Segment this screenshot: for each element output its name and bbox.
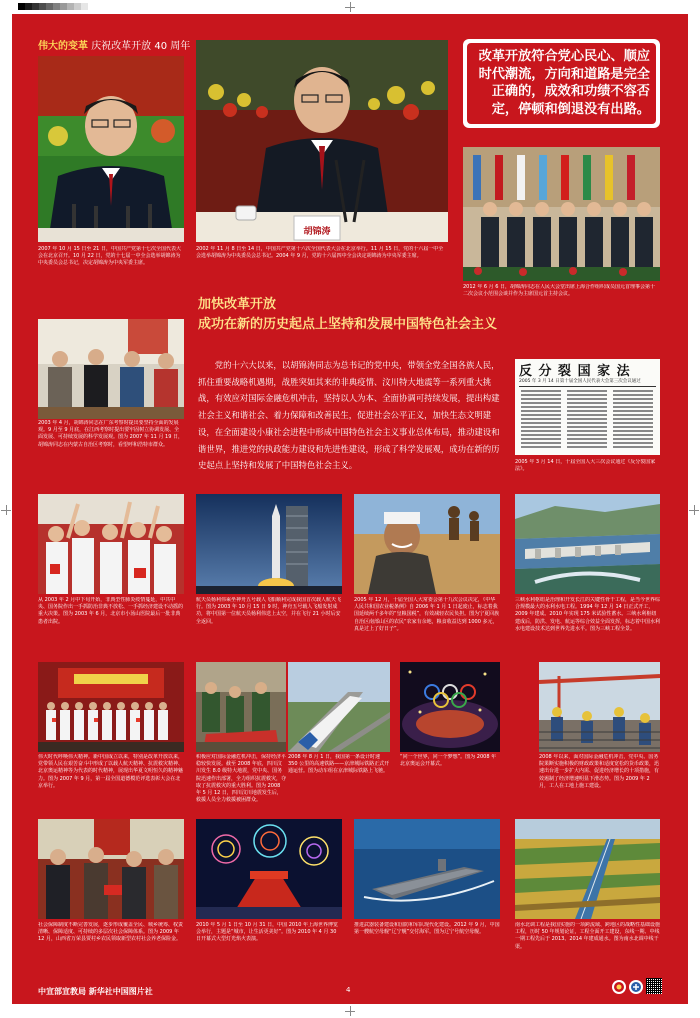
quote-text: 改革开放符合党心民心、顺应时代潮流，方向和道路是完全正确的，成效和功绩不容否定，停顿和倒退没有出路。 (467, 43, 656, 124)
caption-2: 2002 年 11 月 8 日至 14 日，中国共产党第十六次全国代表大会在北京举行。11 月 15 日，党的十六届一中全会选举胡锦涛为中央委员会总书记。2004 年 9 月，党的十六届四中全会决定胡锦涛为中央军委主席。 (196, 246, 444, 260)
caption-3: 2012 年 6 月 6 日，胡锦涛同志在人民大会堂出席上海合作组织成员国元首理事会第十二次会议小范围会谈并作为主席国元首主持会议。 (463, 284, 656, 298)
page-number: 4 (346, 986, 351, 994)
document-title: 反 分 裂 国 家 法 (519, 364, 631, 379)
caption-14: 2008 年以来，面对国际金融危机冲击，党中央、国务院果断实施积极的财政政策和适度宽松的货币政策，迅速出台进一步扩大内需、促进经济增长的十项措施，有效遏制了经济增速明显下滑态势。图为 2009 年 2 月，工人在工地上施工建设。 (539, 754, 660, 789)
emblem-icon (612, 980, 626, 994)
photo-sco-summit (463, 147, 660, 281)
caption-17: 推进武器装备建设和国防和军队现代化建设。2012 年 9 月，中国第一艘航空母舰“辽宁舰”交付海军。图为辽宁号航空母舰。 (354, 922, 500, 936)
poster-page (12, 14, 688, 1004)
registration-mark-left (1, 505, 11, 515)
color-calibration-bar (18, 3, 88, 10)
body-paragraph: 党的十六大以来，以胡锦涛同志为总书记的党中央，带领全党全国各族人民，抓住重要战略机遇期，战胜突如其来的非典疫情、汶川特大地震等一系列重大挑战，有效应对国际金融危机冲击，坚持以人为本、全面协调可持续发展，提出构建社会主义和谐社会、着力保障和改善民生，促进社会公平正义，加快生态文明建设，在全面建设小康社会进程中形成中国特色社会主义事业总体布局，推动建设和谐世界，推进党的执政能力建设和先进性建设，形成了科学发展观，成功在新的历史起点上坚持和发展了中国特色社会主义。 (198, 360, 500, 471)
caption-1: 2007 年 10 月 15 日至 21 日，中国共产党第十七次全国代表大会在北京召开。10 月 22 日，党的十七届一中全会选举胡锦涛为中央委员会总书记，决定胡锦涛为中央军委主席。 (38, 246, 181, 267)
photo-sars-recovery (38, 494, 184, 594)
photo-three-gorges-dam (515, 494, 660, 594)
caption-8: 2005 年 12 月，十届全国人大常委会第十九次会议决定，《中华人民共和国农业税条例》自 2006 年 1 月 1 日起废止，标志着我国延续两千多年的“皇粮国税”，有效减轻农民负担。图为宁夏回族自治区南部山区的农民“农家有余地，粮食收益达到 1000 多元，真是过上了好日子”。 (354, 597, 500, 632)
photo-shanghai-expo-fireworks (196, 819, 342, 919)
photo-construction-workers (539, 662, 660, 752)
series-header (38, 37, 190, 52)
caption-15: 社会保障制度不断完善发展，逐步形成覆盖全民、城乡统筹、权责清晰、保障适度、可持续的多层次社会保障体系。图为 2009 年 12 月，山西省万荣县贾村乡农民领取新型农村社会养老保险金。 (38, 922, 184, 943)
registration-mark-right (689, 505, 699, 515)
section-headline (198, 295, 497, 335)
headline-line-2: 成功在新的历史起点上坚持和发展中国特色社会主义 (198, 317, 498, 332)
photo-visiting-family (38, 319, 184, 419)
caption-12: 2008 年 8 月 1 日，我国第一条设计时速 350 公里的高速铁路——京津城际铁路正式开通运营。图为动车组在京津城际铁路上飞驰。 (288, 754, 390, 775)
caption-10: 伟大时代呼唤伟大精神。新中国成立以来，特别是改革开放以来，党带领人民在艰苦奋斗中形成了以载人航天精神、抗震救灾精神、北京奥运精神等为代表的时代精神，展现出华夏文明恒久的精神魅力。图为 2007 年 9 月，第一届全国道德模范评选表彰大会在北京举行。 (38, 754, 184, 789)
photo-aircraft-carrier (354, 819, 500, 919)
document-subtitle: 2005 年 3 月 14 日第十届全国人民代表大会第三次会议通过 (519, 379, 641, 384)
headline-line-1: 加快改革开放 (198, 297, 277, 312)
registration-mark-bottom (345, 1006, 355, 1016)
photo-farmer-smiling (354, 494, 500, 594)
photo-portrait-speaker (38, 56, 184, 242)
photo-earthquake-rescue (196, 662, 286, 752)
xinhua-logo-icon (629, 980, 643, 994)
caption-13: “同一个世界，同一个梦想”。图为 2008 年北京奥运会开幕式。 (400, 754, 497, 768)
photo-party-congress (196, 40, 448, 242)
photo-high-speed-rail (288, 662, 390, 752)
photo-pension-distribution (38, 819, 184, 919)
caption-16: 2010 年 5 月 1 日至 10 月 31 日，中国 2010 年上海世界博览会举行，主题是“城市，让生活更美好”。图为 2010 年 4 月 30 日开幕式大型灯光焰火表演。 (196, 922, 339, 943)
registration-mark-top (345, 2, 355, 12)
nameplate: 胡锦涛 (303, 227, 331, 237)
caption-6: 从 2003 年 2 月中下旬开始，非典型性肺炎疫情蔓延，中共中央、国务院作出一手抓防治非典不放松、一手抓经济建设不动摇的重大决策。图为 2003 年 6 月，北京市小汤山医院最后一批非典患者出院。 (38, 597, 184, 625)
caption-11: 积极应对国际金融危机冲击，保持经济平稳较快发展。截至 2008 年底，四川汶川发生 8.0 级特大地震，党中央、国务院迅速作出部署，全力组织抗震救灾，夺取了抗震救灾的重大胜利。图为 2008 年 5 月 12 日，四川汶川地震发生后，救援人员全力救援被困群众。 (196, 754, 286, 804)
photo-moral-models-ceremony (38, 662, 184, 752)
caption-4: 2003 年 4 月，胡锦涛同志在广东考察时提出要坚持全面的发展观。9 月至 9 月底，在江西考察时提出要牢固树立协调发展、全面发展、可持续发展的科学发展观。图为 2007 年 11 月 19 日，胡锦涛同志在内蒙古自治区考察时，看望呼和浩特市群众。 (38, 420, 183, 448)
quote-box (463, 39, 660, 128)
caption-9: 三峡水利枢纽是治理和开发长江的关键性骨干工程，是当今世界综合规模最大的水利水电工程。1994 年 12 月 14 日正式开工，2009 年建成。2010 年实现 175 米试验性蓄水。三峡水利枢纽建成后，防洪、发电、航运等综合效益全面发挥，标志着中国水利水电建设技术达到世界先进水平。图为三峡工程全景。 (515, 597, 660, 632)
series-title: 伟大的变革 (38, 41, 88, 52)
qr-code-icon (646, 978, 662, 994)
caption-7: 航天员杨利伟乘坐神舟五号载人飞船顺利完成我国首次载人航天飞行。图为 2003 年 10 月 15 日 9 时，神舟五号载人飞船发射成功，将中国第一位航天员杨利伟送上太空，并在飞行 21 小时后安全返回。 (196, 597, 342, 625)
photo-south-north-water-diversion (515, 819, 660, 919)
series-subtitle: 庆祝改革开放 40 周年 (91, 41, 191, 52)
photo-shenzhou-5-launch (196, 494, 342, 594)
photo-beijing-olympics (400, 662, 500, 752)
photo-anti-secession-law-document (515, 359, 660, 455)
footer-publisher: 中宣部宣教局 新华社中国图片社 (38, 987, 153, 996)
caption-5: 2005 年 3 月 14 日，十届全国人大三次会议通过《反分裂国家法》。 (515, 459, 656, 473)
caption-18: 南水北调工程是我国实施的一项跨流域、跨地区的战略性基础设施工程，历时 50 年规划论证，工程全面开工建设，东线一期、中线一期工程先后于 2013、2014 年建成通水。图为南水北调中线干渠。 (515, 922, 660, 950)
